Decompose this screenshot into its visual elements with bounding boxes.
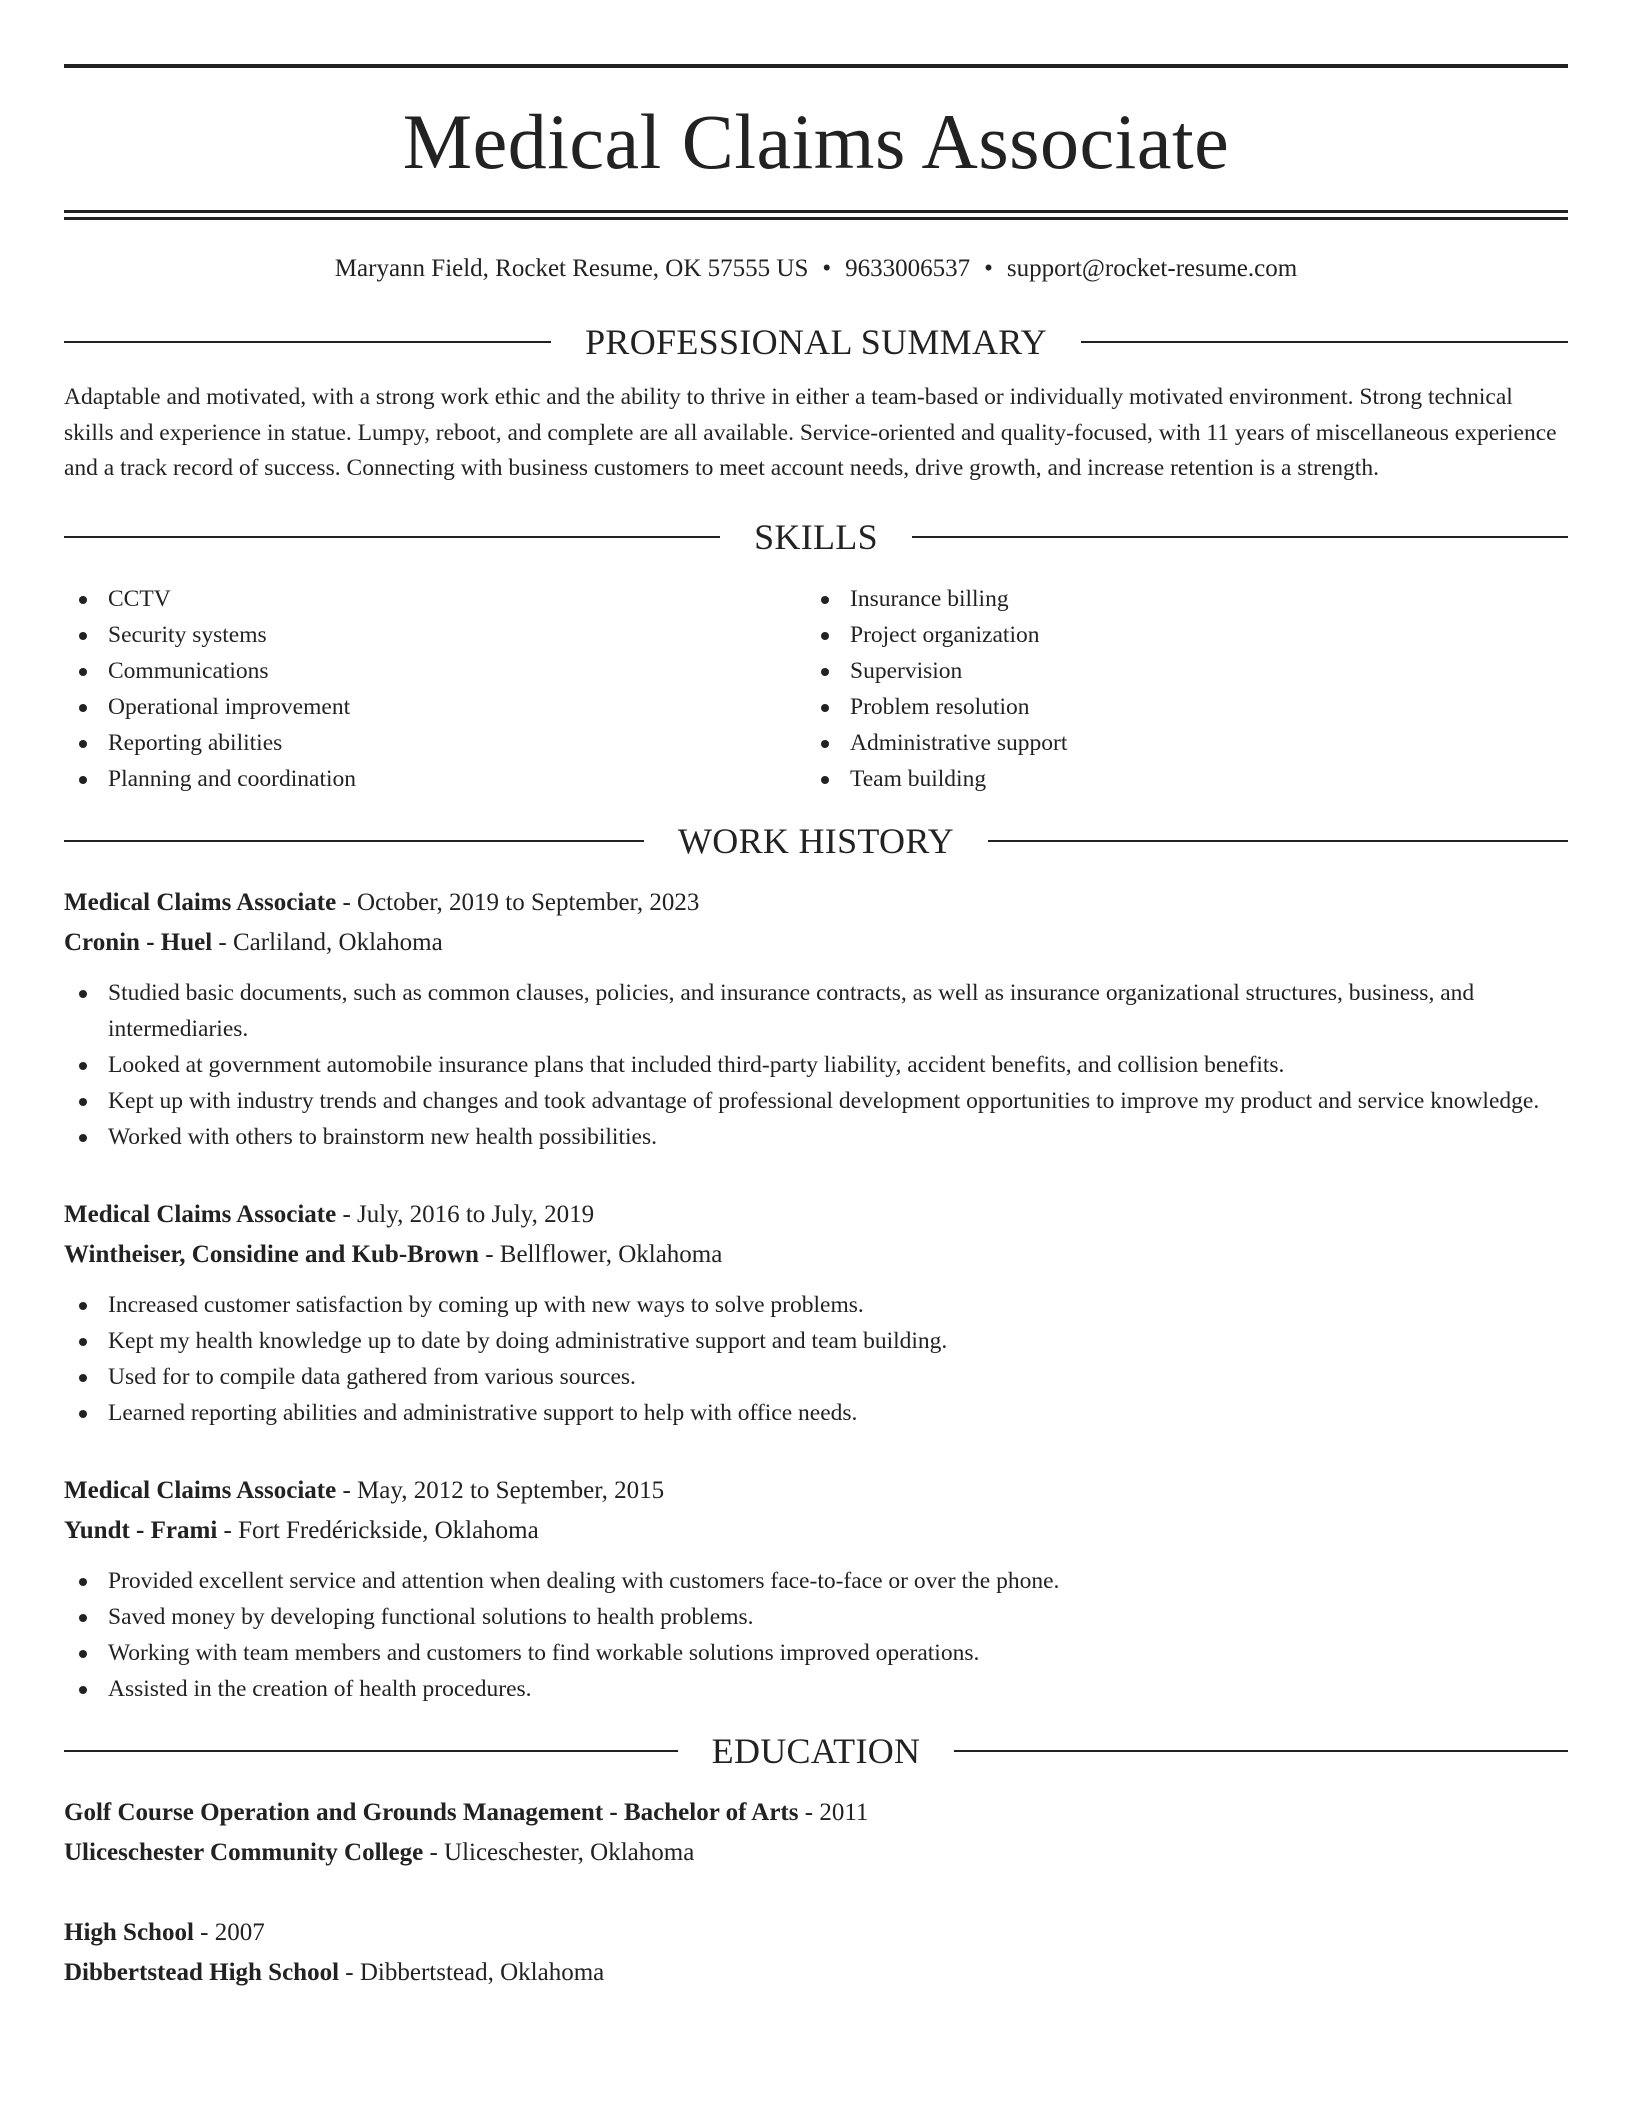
job-company-line: Cronin - Huel - Carliland, Oklahoma [64,928,443,956]
heading-rule-right [954,1750,1568,1752]
skill-item: Team building [806,761,1548,797]
job-bullets [64,1563,1568,1707]
job-bullet: Kept my health knowledge up to date by doing administrative support and team building. [64,1323,1568,1359]
skill-item: Project organization [806,617,1548,653]
job-title: Medical Claims Associate [64,1200,337,1228]
education-heading-label: EDUCATION [711,1730,921,1771]
education-degree: Golf Course Operation and Grounds Management - Bachelor of Arts [64,1798,799,1826]
education-location: Dibbertstead, Oklahoma [359,1958,605,1986]
job-company: Wintheiser, Considine and Kub-Brown [64,1240,479,1268]
resume-title: Medical Claims Associate [402,98,1230,185]
summary-heading [64,322,1568,362]
job-title: Medical Claims Associate [64,888,337,916]
skill-item: Security systems [64,617,806,653]
job-title-line: Medical Claims Associate - October, 2019 to September, 2023 [64,888,700,916]
job-title: Medical Claims Associate [64,1476,337,1504]
heading-rule-left [64,1750,678,1752]
skills-columns [64,581,1568,797]
contact-email: support@rocket-resume.com [1006,255,1298,282]
job-bullet: Used for to compile data gathered from various sources. [64,1359,1568,1395]
summary-heading-label: PROFESSIONAL SUMMARY [585,322,1047,362]
job-location: Bellflower, Oklahoma [499,1240,723,1268]
job-entry [64,883,1568,1155]
education-school-line: Dibbertstead High School - Dibbertstead, Oklahoma [64,1958,605,1986]
heading-rule-right [988,840,1568,842]
skill-item: Administrative support [806,725,1548,761]
job-company-line: Yundt - Frami - Fort Fredérickside, Oklahoma [64,1516,539,1544]
job-bullet: Saved money by developing functional solutions to health problems. [64,1599,1568,1635]
job-location: Fort Fredérickside, Oklahoma [238,1516,539,1544]
skills-heading-label: SKILLS [754,516,878,557]
job-bullet: Learned reporting abilities and administrative support to help with office needs. [64,1395,1568,1431]
education-entry [64,1913,1568,1993]
job-dates: October, 2019 to September, 2023 [357,888,700,916]
contact-phone: 9633006537 [845,255,971,282]
job-bullets [64,975,1568,1155]
job-bullet: Looked at government automobile insurance plans that included third-party liability, accident benefits, and collision benefits. [64,1047,1568,1083]
education-year: 2007 [214,1918,265,1946]
job-bullet: Working with team members and customers to find workable solutions improved operations. [64,1635,1568,1671]
skills-list-left [64,581,806,797]
job-bullets [64,1287,1568,1431]
education-school: Dibbertstead High School [64,1958,340,1986]
education-heading [64,1731,1568,1771]
skill-item: Operational improvement [64,689,806,725]
job-title-line: Medical Claims Associate - May, 2012 to September, 2015 [64,1476,665,1504]
job-bullet: Assisted in the creation of health procedures. [64,1671,1568,1707]
education-degree-line: High School - 2007 [64,1918,265,1946]
header-top-rule [64,64,1568,68]
education-year: 2011 [819,1798,869,1826]
job-dates: July, 2016 to July, 2019 [357,1200,595,1228]
header-double-rule [64,210,1568,220]
skill-item: Problem resolution [806,689,1548,725]
education-location: Uliceschester, Oklahoma [444,1838,695,1866]
job-title-line: Medical Claims Associate - July, 2016 to July, 2019 [64,1200,595,1228]
job-company-line: Wintheiser, Considine and Kub-Brown - Bellflower, Oklahoma [64,1240,723,1268]
heading-rule-right [1081,341,1568,343]
job-company: Cronin - Huel [64,928,213,956]
education-school-line: Uliceschester Community College - Uliceschester, Oklahoma [64,1838,695,1866]
skill-item: CCTV [64,581,806,617]
skill-item: Supervision [806,653,1548,689]
heading-rule-left [64,840,644,842]
contact-line [64,254,1568,284]
contact-separator: • [984,255,993,282]
heading-rule-left [64,536,720,538]
job-bullet: Increased customer satisfaction by coming up with new ways to solve problems. [64,1287,1568,1323]
job-bullet: Provided excellent service and attention when dealing with customers face-to-face or over the phone. [64,1563,1568,1599]
skill-item: Communications [64,653,806,689]
work-heading [64,821,1568,861]
job-entry [64,1471,1568,1707]
education-school: Uliceschester Community College [64,1838,424,1866]
skill-item: Insurance billing [806,581,1548,617]
skills-heading [64,517,1568,557]
work-heading-label: WORK HISTORY [678,820,954,861]
summary-text: Adaptable and motivated, with a strong work ethic and the ability to thrive in either a team-based or individually motivated environment. Strong technical skills and experience in statue. Lumpy, reboot, and complete are all available. Service-oriented and quality-focused, with 11 years of miscellaneous experience and a track record of success. Connecting with business customers to meet account needs, drive growth, and increase retention is a strength. [64,384,1557,481]
skill-item: Reporting abilities [64,725,806,761]
heading-rule-right [912,536,1568,538]
education-entry [64,1793,1568,1873]
contact-address: Maryann Field, Rocket Resume, OK 57555 US [334,255,809,282]
skill-item: Planning and coordination [64,761,806,797]
education-degree-line: Golf Course Operation and Grounds Management - Bachelor of Arts - 2011 [64,1798,869,1826]
job-bullet: Worked with others to brainstorm new health possibilities. [64,1119,1568,1155]
education-degree: High School [64,1918,194,1946]
job-location: Carliland, Oklahoma [233,928,443,956]
job-dates: May, 2012 to September, 2015 [357,1476,665,1504]
job-bullet: Studied basic documents, such as common clauses, policies, and insurance contracts, as well as insurance organizational structures, business, and intermediaries. [64,975,1568,1047]
job-bullet: Kept up with industry trends and changes and took advantage of professional development opportunities to improve my product and service knowledge. [64,1083,1568,1119]
job-entry [64,1195,1568,1431]
skills-list-right [806,581,1548,797]
contact-separator: • [822,255,832,282]
heading-rule-left [64,341,551,343]
job-company: Yundt - Frami [64,1516,218,1544]
